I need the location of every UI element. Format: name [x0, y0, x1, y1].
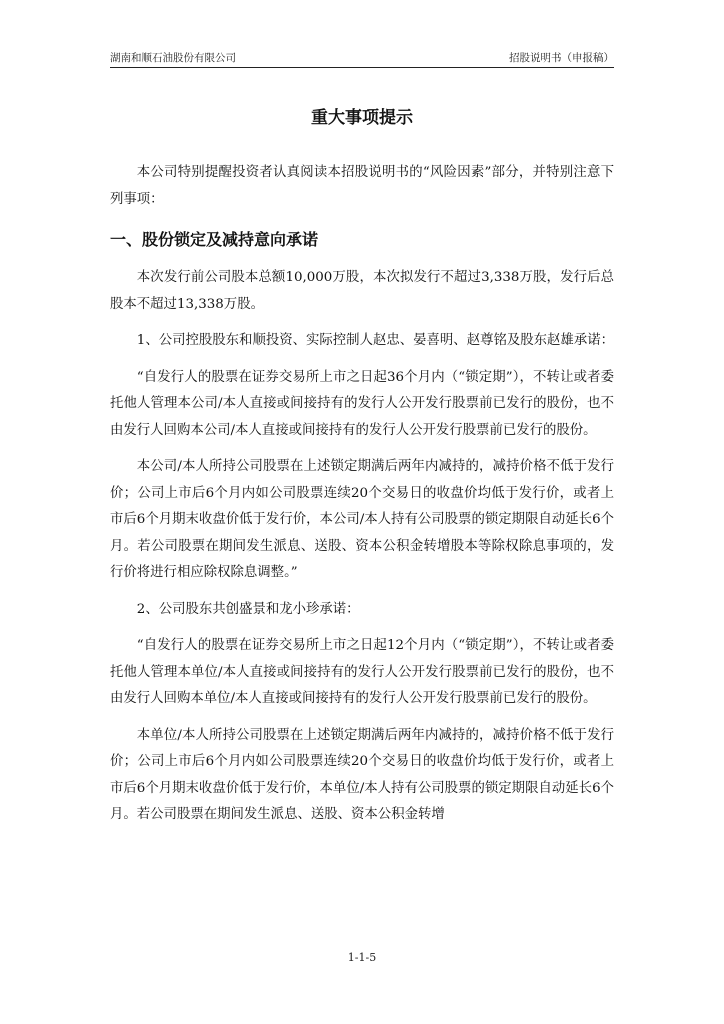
intro-paragraph: 本公司特别提醒投资者认真阅读本招股说明书的“风险因素”部分，并特别注意下列事项： [110, 165, 614, 207]
document-body [110, 160, 614, 829]
paragraph-commitment-1-intro: 1、公司控股股东和顺投资、实际控制人赵忠、晏喜明、赵尊铭及股东赵雄承诺： [136, 333, 614, 348]
page-number: 1-1-5 [347, 951, 377, 964]
page-title: 重大事项提示 [311, 108, 413, 128]
header-company-name: 湖南和顺石油股份有限公司 [110, 52, 236, 64]
paragraph-share-capital: 本次发行前公司股本总额10,000万股，本次拟发行不超过3,338万股，发行后总股本不超过13,338万股。 [110, 270, 614, 312]
paragraph-commitment-2-intro: 2、公司股东共创盛景和龙小珍承诺： [136, 601, 360, 617]
header-document-type: 招股说明书（申报稿） [509, 52, 614, 64]
paragraph-commitment-1-reduction: 本公司/本人所持公司股票在上述锁定期满后两年内减持的，减持价格不低于发行价；公司上市后6个月内如公司股票连续20个交易日的收盘价均低于发行价，或者上市后6个月期末收盘价低于发行价，本公司/本人持有公司股票的锁定期限自动延长6个月。若公司股票在期间发生派息、送股、资本公积金转增股本等除权除息事项的，发行价将进行相应除权除息调整。” [110, 459, 614, 580]
section-heading: 一、股份锁定及减持意向承诺 [110, 230, 319, 249]
header-divider [110, 67, 614, 68]
paragraph-commitment-2-lockup: “自发行人的股票在证券交易所上市之日起12个月内（“锁定期”），不转让或者委托他人管理本单位/本人直接或间接持有的发行人公开发行股票前已发行的股份，也不由发行人回购本单位/本人直接或间接持有的发行人公开发行股票前已发行的股份。 [110, 638, 614, 706]
page-header [110, 50, 614, 66]
paragraph-commitment-1-lockup: “自发行人的股票在证券交易所上市之日起36个月内（“锁定期”），不转让或者委托他人管理本公司/本人直接或间接持有的发行人公开发行股票前已发行的股份，也不由发行人回购本公司/本人直接或间接持有的发行人公开发行股票前已发行的股份。 [110, 369, 614, 438]
paragraph-commitment-2-reduction: 本单位/本人所持公司股票在上述锁定期满后两年内减持的，减持价格不低于发行价；公司上市后6个月内如公司股票连续20个交易日的收盘价均低于发行价，或者上市后6个月期末收盘价低于发行价，本单位/本人持有公司股票的锁定期限自动延长6个月。若公司股票在期间发生派息、送股、资本公积金转增 [110, 727, 614, 822]
